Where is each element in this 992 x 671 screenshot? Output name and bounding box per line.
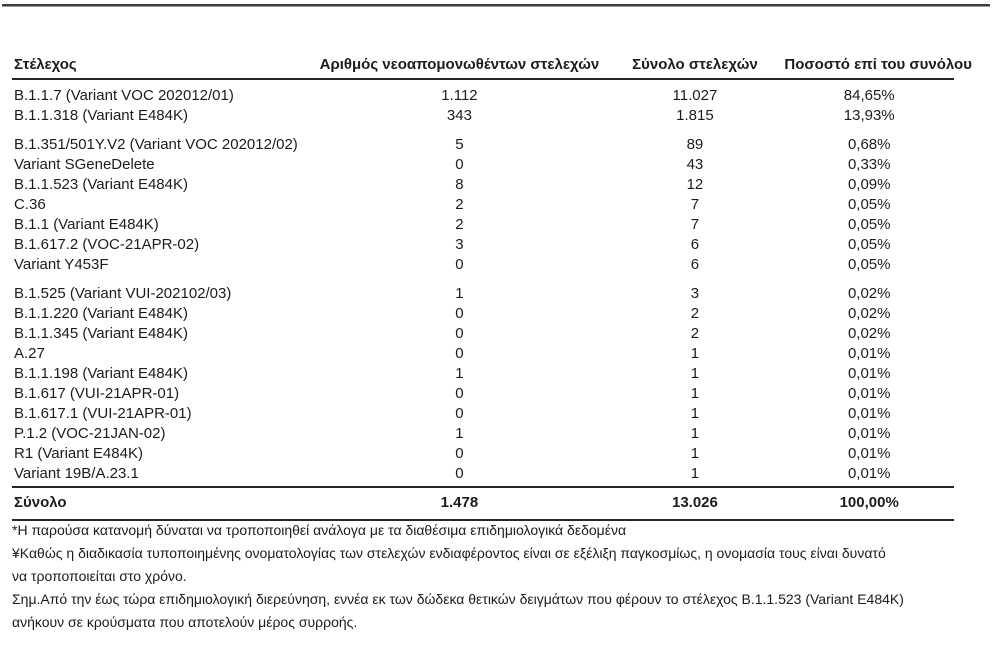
cell-new-isolates: 0 bbox=[455, 385, 464, 402]
cell-new-isolates: 0 bbox=[455, 405, 464, 422]
table-row bbox=[12, 404, 954, 424]
footnotes-block bbox=[12, 519, 990, 634]
cell-total-strains: 1 bbox=[690, 445, 700, 462]
footnote-line: *Η παρούσα κατανομή δύναται να τροποποιηθεί ανάλογα με τα διαθέσιμα επιδημιολογικά δεδομένα bbox=[12, 522, 627, 538]
variants-table-container bbox=[12, 56, 972, 521]
cell-new-isolates: 2 bbox=[455, 216, 464, 233]
cell-percent: 0,01% bbox=[847, 445, 891, 462]
cell-total-strains: 89 bbox=[686, 136, 704, 153]
table-row bbox=[12, 79, 954, 106]
cell-strain: B.1.1.345 (Variant E484K) bbox=[14, 325, 188, 342]
cell-strain: B.1.351/501Y.V2 (Variant VOC 202012/02) bbox=[14, 136, 298, 153]
cell-strain: B.1.1.7 (Variant VOC 202012/01) bbox=[14, 87, 234, 104]
table-row bbox=[12, 235, 954, 255]
cell-total-strains: 1.815 bbox=[676, 107, 714, 124]
cell-total-strains: 6 bbox=[690, 236, 700, 253]
cell-percent: 0,05% bbox=[847, 256, 891, 273]
cell-new-isolates: 5 bbox=[455, 136, 464, 153]
cell-total-strains: 7 bbox=[690, 196, 700, 213]
footnote-line: ανήκουν σε κρούσματα που αποτελούν μέρος συρροής. bbox=[12, 614, 358, 630]
cell-percent: 0,01% bbox=[847, 405, 891, 422]
cell-strain: B.1.1.523 (Variant E484K) bbox=[14, 176, 188, 193]
table-row bbox=[12, 195, 954, 215]
cell-strain: B.1.1.318 (Variant E484K) bbox=[14, 107, 188, 124]
total-total-strains: 13.026 bbox=[605, 487, 784, 520]
cell-new-isolates: 1 bbox=[455, 425, 464, 442]
cell-total-strains: 1 bbox=[690, 405, 700, 422]
cell-total-strains: 6 bbox=[690, 256, 700, 273]
cell-total-strains: 2 bbox=[690, 325, 700, 342]
cell-new-isolates: 0 bbox=[455, 256, 464, 273]
table-body bbox=[12, 79, 954, 487]
column-header-strain: Στέλεχος bbox=[12, 56, 313, 79]
table-row bbox=[12, 126, 954, 155]
table-row bbox=[12, 444, 954, 464]
cell-percent: 0,02% bbox=[847, 305, 891, 322]
cell-new-isolates: 1 bbox=[455, 365, 464, 382]
cell-total-strains: 3 bbox=[690, 285, 700, 302]
cell-new-isolates: 0 bbox=[455, 156, 464, 173]
column-header-total-strains: Σύνολο στελεχών bbox=[605, 56, 784, 79]
table-row bbox=[12, 175, 954, 195]
cell-strain: Variant 19B/A.23.1 bbox=[12, 464, 313, 487]
cell-percent: 0,02% bbox=[847, 325, 891, 342]
cell-strain: B.1.525 (Variant VUI-202102/03) bbox=[14, 285, 232, 302]
variants-table bbox=[12, 56, 972, 521]
cell-strain: B.1.617.1 (VUI-21APR-01) bbox=[14, 405, 192, 422]
cell-strain: R1 (Variant E484K) bbox=[14, 445, 143, 462]
total-new-isolates: 1.478 bbox=[313, 487, 605, 520]
table-row bbox=[12, 324, 954, 344]
table-row bbox=[12, 106, 954, 126]
table-row bbox=[12, 424, 954, 444]
cell-strain: B.1.1.198 (Variant E484K) bbox=[14, 365, 188, 382]
cell-new-isolates: 0 bbox=[313, 464, 605, 487]
cell-total-strains: 1 bbox=[605, 464, 784, 487]
cell-new-isolates: 0 bbox=[455, 325, 464, 342]
cell-strain: B.1.617.2 (VOC-21APR-02) bbox=[14, 236, 200, 253]
cell-percent: 0,09% bbox=[847, 176, 891, 193]
table-row bbox=[12, 384, 954, 404]
cell-percent: 13,93% bbox=[843, 107, 895, 124]
cell-total-strains: 1 bbox=[690, 385, 700, 402]
table-row bbox=[12, 364, 954, 384]
table-row bbox=[12, 344, 954, 364]
column-header-percent: Ποσοστό επί του συνόλου bbox=[784, 56, 954, 79]
cell-percent: 0,05% bbox=[847, 216, 891, 233]
cell-percent: 0,68% bbox=[847, 136, 891, 153]
cell-strain: Variant Y453F bbox=[14, 256, 109, 273]
cell-new-isolates: 3 bbox=[455, 236, 464, 253]
cell-total-strains: 11.027 bbox=[672, 87, 718, 104]
cell-total-strains: 43 bbox=[686, 156, 704, 173]
cell-total-strains: 12 bbox=[686, 176, 704, 193]
cell-percent: 0,01% bbox=[847, 425, 891, 442]
total-percent: 100,00% bbox=[784, 487, 954, 520]
table-header-row bbox=[12, 56, 972, 79]
table-row bbox=[12, 275, 954, 304]
footnote-line: να τροποποιείται στο χρόνο. bbox=[12, 568, 187, 584]
cell-total-strains: 7 bbox=[690, 216, 700, 233]
cell-percent: 0,01% bbox=[847, 385, 891, 402]
cell-total-strains: 1 bbox=[690, 345, 700, 362]
table-footer bbox=[12, 487, 954, 520]
total-row bbox=[12, 487, 954, 520]
cell-percent: 0,33% bbox=[847, 156, 891, 173]
cell-new-isolates: 8 bbox=[455, 176, 464, 193]
cell-total-strains: 2 bbox=[690, 305, 700, 322]
cell-total-strains: 1 bbox=[690, 425, 700, 442]
table-row bbox=[12, 464, 954, 487]
top-horizontal-rule bbox=[2, 4, 990, 7]
cell-strain: B.1.617 (VUI-21APR-01) bbox=[14, 385, 180, 402]
cell-strain: A.27 bbox=[14, 345, 45, 362]
cell-percent: 0,01% bbox=[784, 464, 954, 487]
cell-new-isolates: 1.112 bbox=[441, 87, 478, 104]
cell-new-isolates: 2 bbox=[455, 196, 464, 213]
table-row bbox=[12, 155, 954, 175]
cell-percent: 0,05% bbox=[847, 236, 891, 253]
cell-percent: 0,02% bbox=[847, 285, 891, 302]
cell-new-isolates: 0 bbox=[455, 445, 464, 462]
cell-new-isolates: 1 bbox=[455, 285, 464, 302]
cell-new-isolates: 343 bbox=[446, 107, 472, 124]
footnote-line: ¥Καθώς η διαδικασία τυποποιημένης ονοματολογίας των στελεχών ενδιαφέροντος είναι σε εξέλιξη παγκοσμίως, η ονομασία τους είναι δυνατό bbox=[12, 545, 886, 561]
cell-percent: 0,01% bbox=[847, 345, 891, 362]
cell-new-isolates: 0 bbox=[455, 345, 464, 362]
table-row bbox=[12, 255, 954, 275]
cell-percent: 0,01% bbox=[847, 365, 891, 382]
table-row bbox=[12, 304, 954, 324]
cell-strain: P.1.2 (VOC-21JAN-02) bbox=[14, 425, 166, 442]
total-label: Σύνολο bbox=[12, 487, 313, 520]
cell-percent: 84,65% bbox=[843, 87, 895, 104]
cell-strain: C.36 bbox=[14, 196, 46, 213]
column-header-new-isolates: Αριθμός νεοαπομονωθέντων στελεχών bbox=[313, 56, 605, 79]
cell-new-isolates: 0 bbox=[455, 305, 464, 322]
cell-strain: B.1.1.220 (Variant E484K) bbox=[14, 305, 188, 322]
cell-total-strains: 1 bbox=[690, 365, 700, 382]
table-row bbox=[12, 215, 954, 235]
cell-strain: B.1.1 (Variant E484K) bbox=[14, 216, 159, 233]
cell-percent: 0,05% bbox=[847, 196, 891, 213]
footnote-line: Σημ.Από την έως τώρα επιδημιολογική διερεύνηση, εννέα εκ των δώδεκα θετικών δειγμάτων που φέρουν το στέλεχος B.1.1.523 (Variant E484K) bbox=[12, 591, 904, 607]
cell-strain: Variant SGeneDelete bbox=[14, 156, 155, 173]
